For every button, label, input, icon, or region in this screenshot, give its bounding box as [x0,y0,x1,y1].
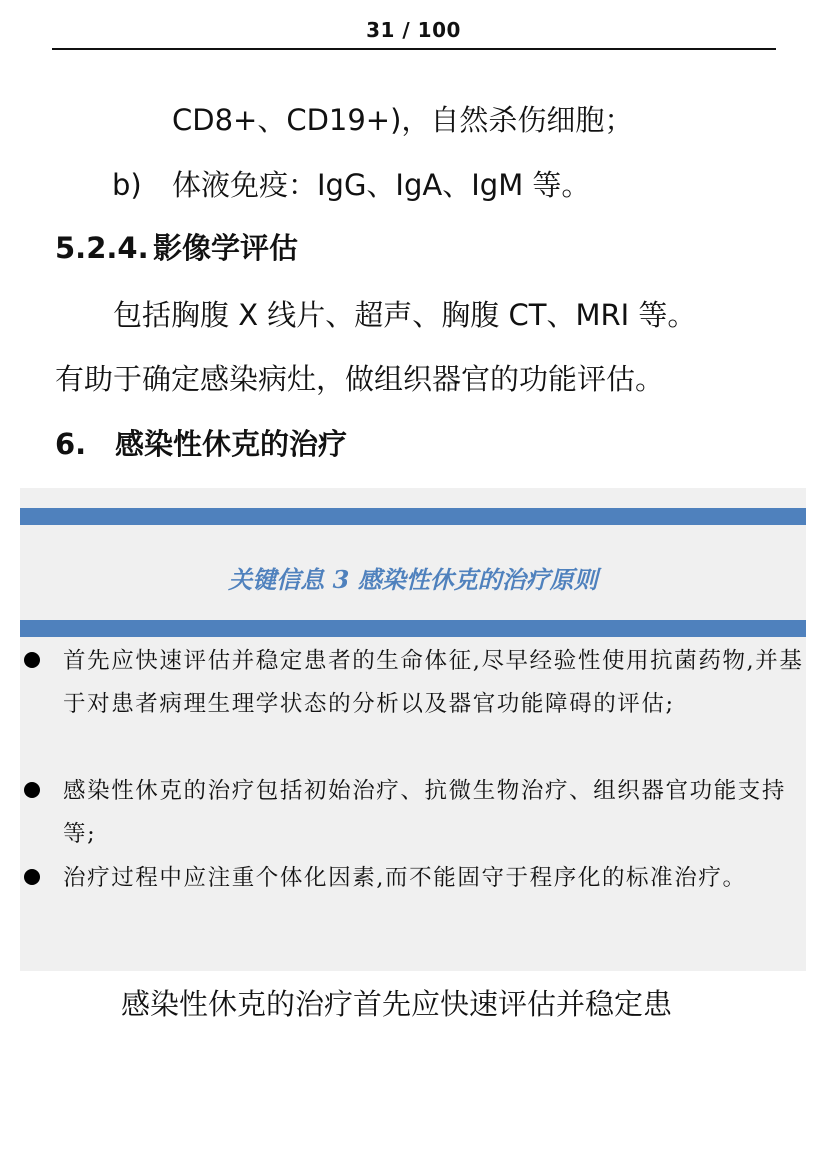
list-marker-b: b) [112,168,142,202]
section-title-treatment: 感染性休克的治疗 [115,427,348,461]
humoral-immunity-line: 体液免疫：IgG、IgA、IgM 等。 [172,168,591,202]
key-info-box [20,488,806,971]
section-number-5-2-4: 5.2.4. [55,231,149,265]
treatment-paragraph-start: 感染性休克的治疗首先应快速评估并稳定患 [121,987,673,1021]
page-number: 31 / 100 [366,18,461,42]
key-box-title: 关键信息 3 感染性休克的治疗原则 [228,565,598,594]
key-point-text: 首先应快速评估并稳定患者的生命体征,尽早经验性使用抗菌药物,并基于对患者病理生理学状态的分析以及器官功能障碍的评估; [63,648,804,717]
bullet-dot-icon [24,869,40,885]
key-point-text: 治疗过程中应注重个体化因素,而不能固守于程序化的标准治疗。 [63,865,747,891]
bullet-dot-icon [24,782,40,798]
bullet-dot-icon [24,652,40,668]
section-title-imaging: 影像学评估 [153,231,299,265]
key-point-text: 感染性休克的治疗包括初始治疗、抗微生物治疗、组织器官功能支持等; [63,778,787,847]
section-number-6: 6. [55,427,87,461]
cell-immunity-line: CD8+、CD19+)，自然杀伤细胞； [172,103,634,137]
key-box-top-bar [20,508,806,525]
imaging-paragraph-line-1: 包括胸腹 X 线片、超声、胸腹 CT、MRI 等。 [113,298,697,332]
imaging-paragraph-line-2: 有助于确定感染病灶，做组织器官的功能评估。 [55,362,665,396]
header-rule [52,48,776,50]
key-box-bottom-bar [20,620,806,637]
